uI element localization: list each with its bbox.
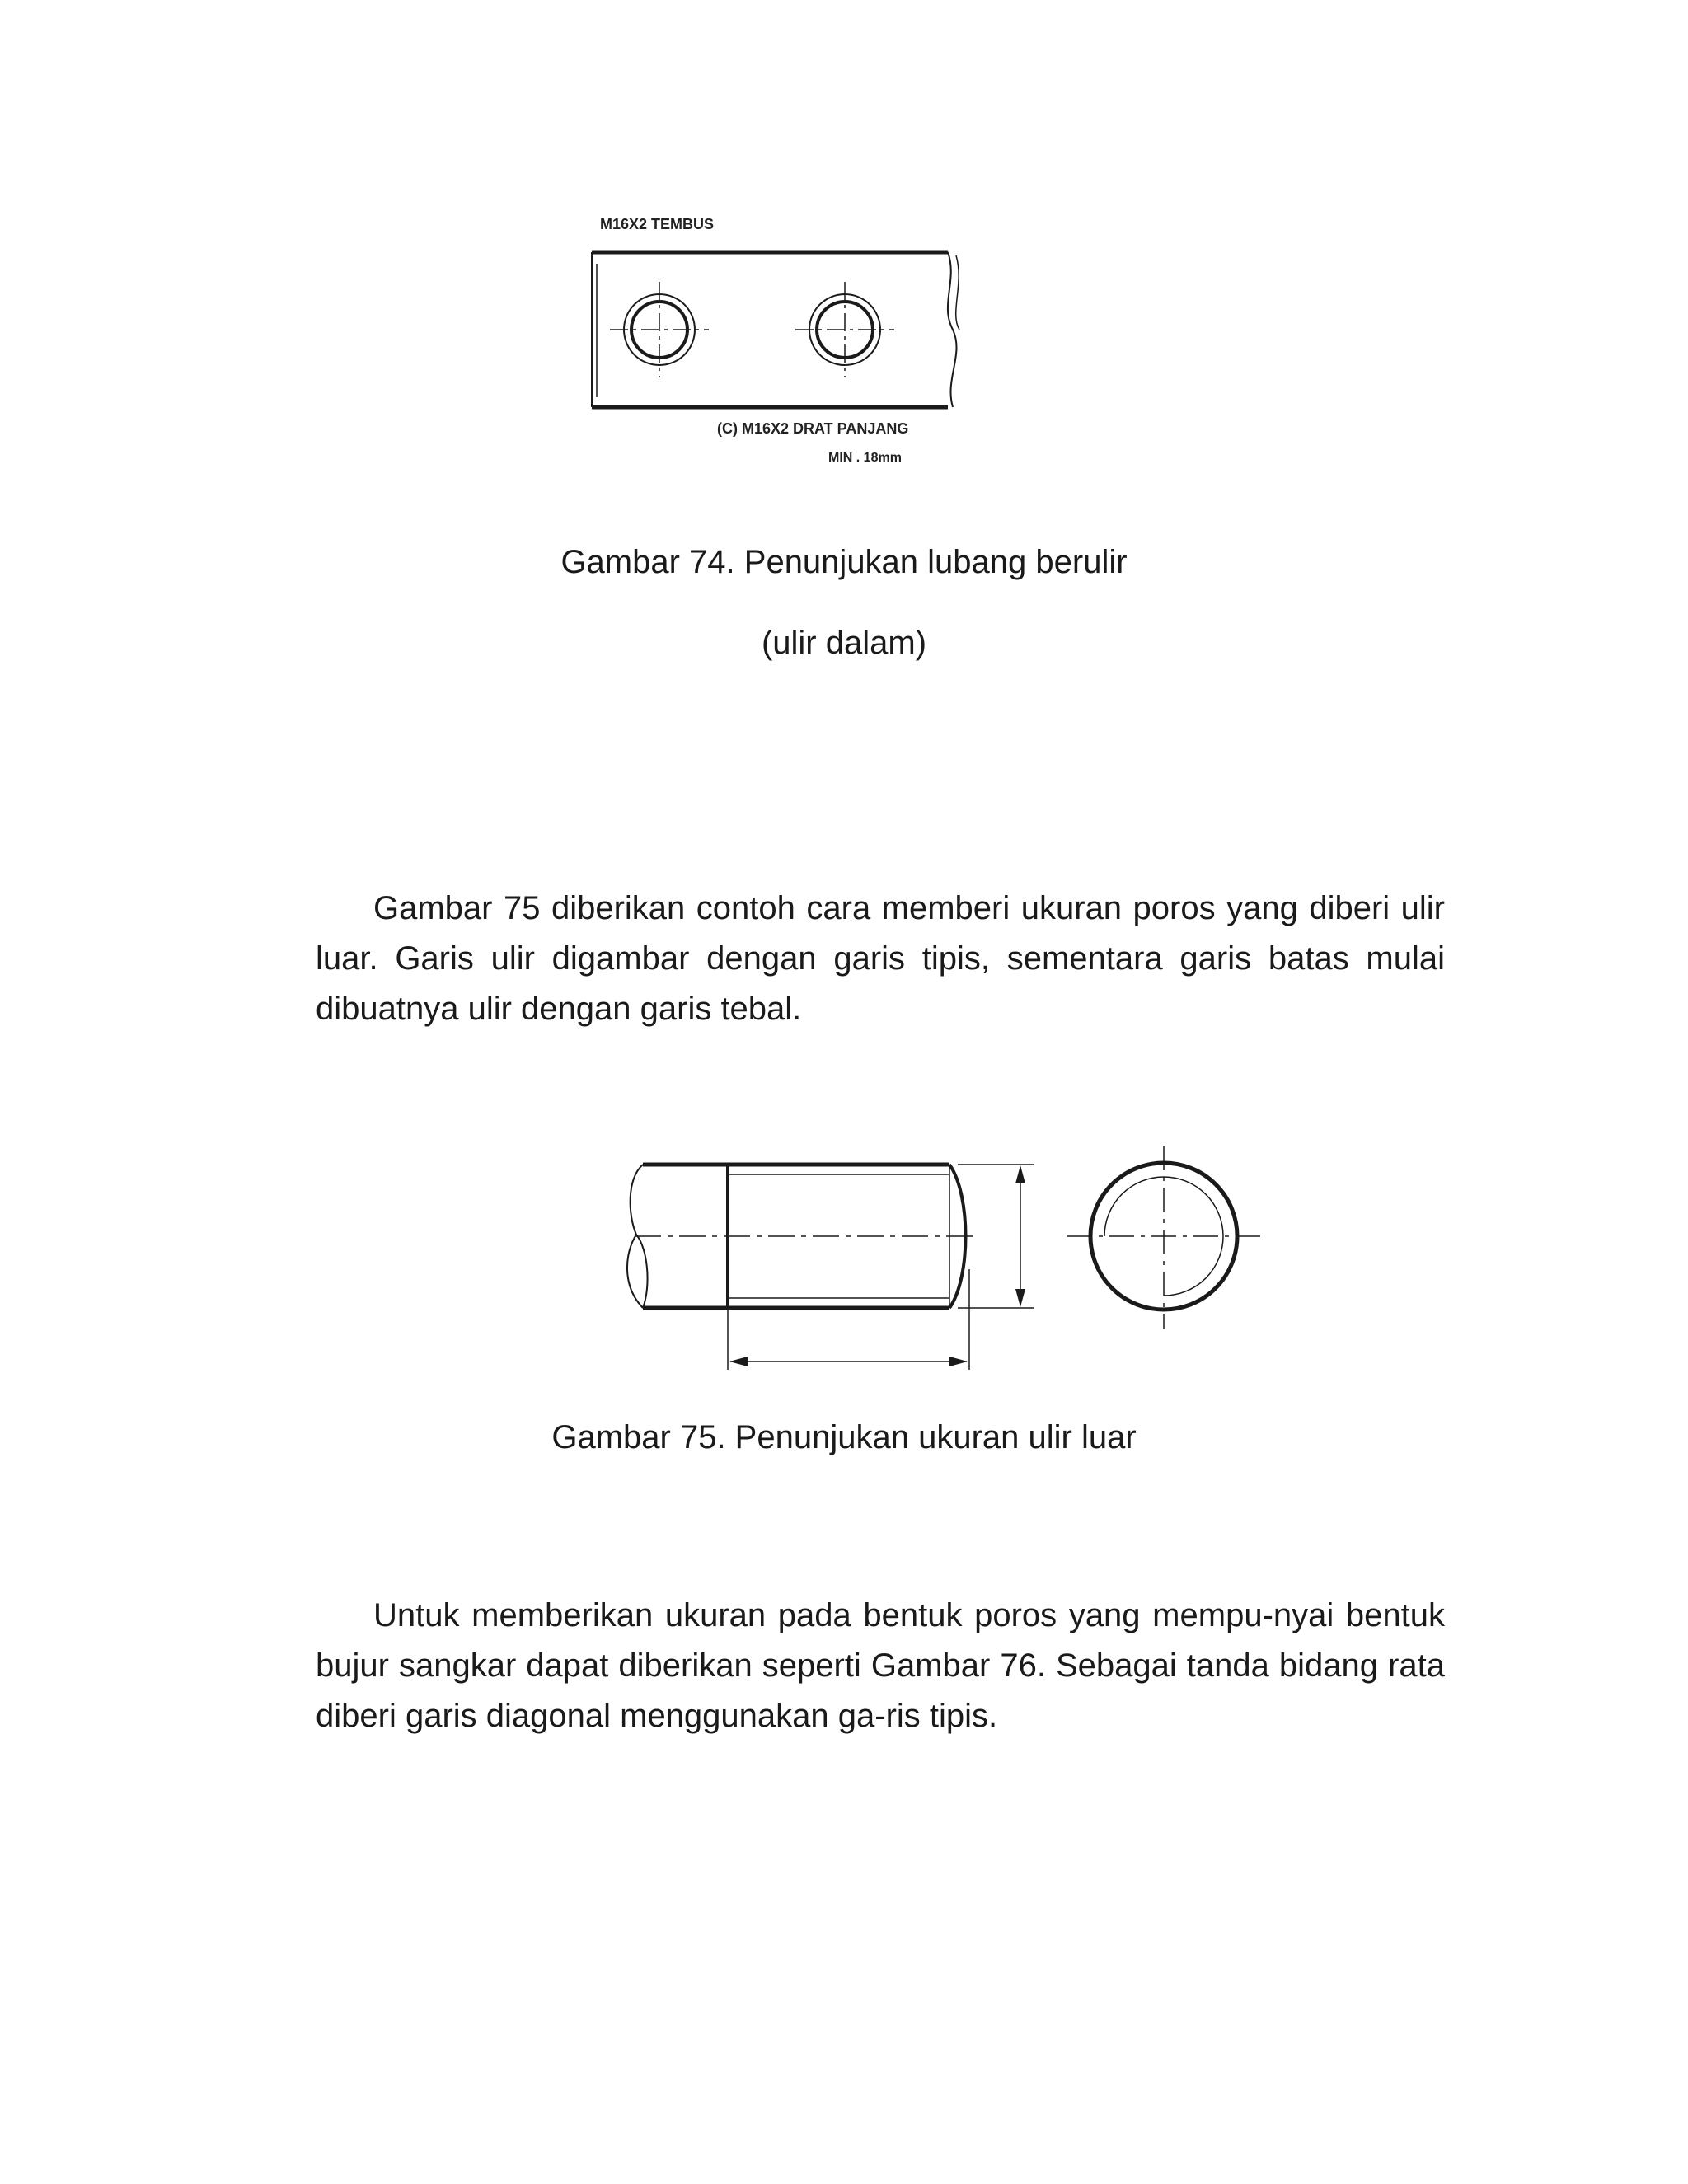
paragraph-1-line-2: luar. Garis ulir digambar dengan garis tipis, sementara garis batas mulai (316, 940, 1445, 977)
figure-74-drawing (577, 206, 1006, 478)
paragraph-2-line-2: bujur sangkar dapat diberikan seperti Gambar 76. Sebagai tanda bidang rata (316, 1647, 1445, 1684)
length-dimension (728, 1269, 969, 1370)
figure-74-label-top: M16X2 TEMBUS (600, 216, 715, 232)
threaded-hole-1 (610, 282, 709, 377)
figure-74-caption: Gambar 74. Penunjukan lubang berulir (560, 544, 1128, 580)
figure-74-svg (577, 206, 1006, 478)
figure-74-label-bottom: (C) M16X2 DRAT PANJANG (717, 420, 909, 437)
shaft-end-view (1067, 1146, 1261, 1329)
paragraph-1-line-1: Gambar 75 diberikan contoh cara memberi ukuran poros yang diberi ulir (373, 890, 1445, 926)
paragraph-2 (316, 1591, 1445, 1741)
paragraph-1-line-3: dibuatnya ulir dengan garis tebal. (316, 991, 802, 1027)
figure-75-svg (618, 1146, 1261, 1376)
threaded-hole-2 (795, 282, 894, 377)
paragraph-2-line-3: diberi garis diagonal menggunakan ga-ris tipis. (316, 1698, 998, 1734)
figure-74-caption-sub: (ulir dalam) (761, 625, 927, 661)
shaft-side-view (627, 1165, 977, 1308)
paragraph-2-line-1: Untuk memberikan ukuran pada bentuk poros yang mempu-nyai bentuk (373, 1597, 1445, 1633)
paragraph-1 (316, 883, 1445, 1034)
figure-74-label-min: MIN . 18mm (828, 451, 902, 465)
figure-75-caption: Gambar 75. Penunjukan ukuran ulir luar (551, 1419, 1137, 1455)
figure-75-drawing (618, 1146, 1261, 1376)
